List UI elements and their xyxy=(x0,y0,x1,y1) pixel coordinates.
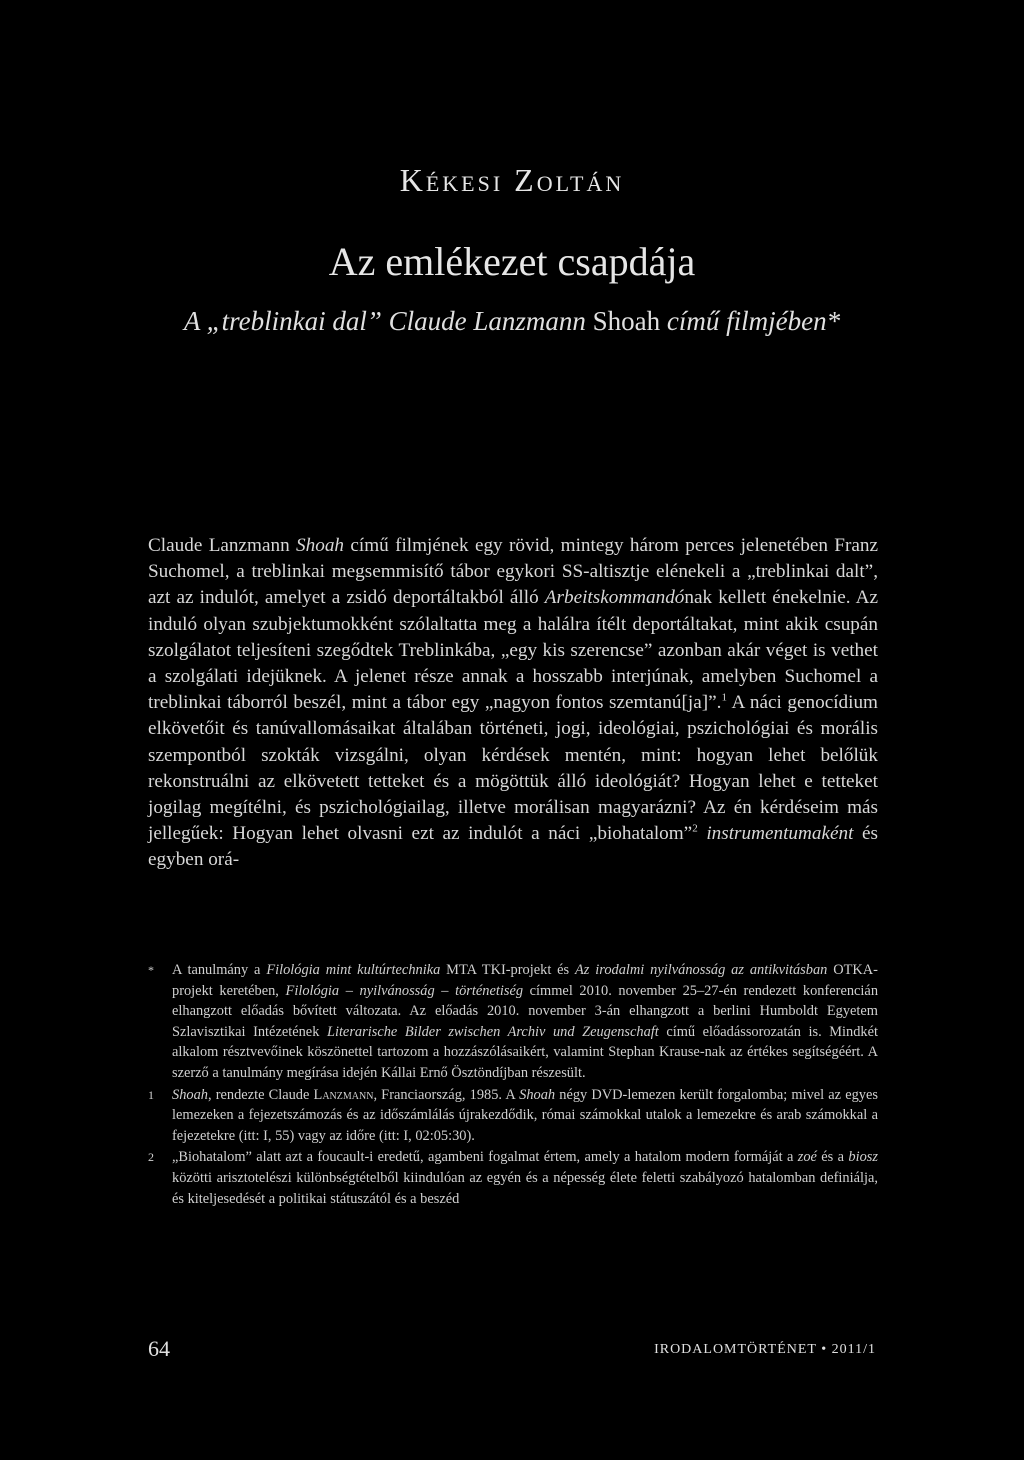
journal-name: IRODALOMTÖRTÉNET • 2011/1 xyxy=(654,1342,876,1357)
footnote-italic: Literarische Bilder zwischen Archiv und Zeugenschaft xyxy=(326,1023,659,1040)
footnote-ref-2[interactable]: 2 xyxy=(692,822,698,835)
body-text-run: A náci genocídium elkövetőit és tanúvallomásaikat általában történeti, jogi, ideológiai, pszichológiai és morális szempontból szokták vizsgálni, olyan kérdések mentén, mint: hogyan lehet belőlük rekonstruálni az elkövetett tetteket és a mögöttük álló ideológiát? Hogyan lehet e tetteket jogilag megítélni, és pszichológiailag, illetve morálisan magyarázni? Az én kérdéseim más jellegűek: Hogyan lehet olvasni ezt az indulót a náci „biohatalom” xyxy=(148,692,878,845)
article-title: Az emlékezet csapdája xyxy=(328,239,696,284)
body-paragraph xyxy=(148,533,878,874)
footnote-marker: 1 xyxy=(148,1087,154,1102)
footnote-text: A tanulmány a xyxy=(172,962,267,978)
body-text-run: nak kellett énekelnie. Az induló olyan szubjektumokként szólaltatta meg a halálra ítélt deportáltakat, mint akik csupán szolgálatot teljesíteni szegődtek Treblinkába, „egy kis szerencse” azonban akár véget is vethet a szolgálati idejüknek. A jelenet része annak a hosszabb interjúnak, amelyben Suchomel a treblinkai táborról beszél, mint a tábor egy „nagyon fontos szemtanú[ja]”. xyxy=(148,587,879,714)
page-number: 64 xyxy=(148,1336,170,1361)
footnote-text: OTKA-projekt keretében, xyxy=(172,962,878,999)
footnote-2 xyxy=(148,1147,878,1209)
footnote-star xyxy=(148,960,878,1084)
author-name: Kékesi Zoltán xyxy=(399,162,625,198)
footnote-italic: Filológia – nyilvánosság – történetiség xyxy=(285,982,524,999)
footnotes xyxy=(148,960,878,1210)
footnote-text: , rendezte Claude xyxy=(207,1086,314,1103)
footnote-smallcaps-name: Lanzmann xyxy=(313,1086,374,1103)
subtitle-film-title: Shoah xyxy=(592,306,661,336)
body-italic-film: Shoah xyxy=(296,535,344,556)
footnote-marker: * xyxy=(148,963,154,977)
footnote-text: címmel 2010. november 25–27-én rendezett konferencián elhangzott előadás bővített változata. Az előadás 2010. november 3-án elhangzott a berlini Humboldt Egyetem Szlavisztikai Intézetének xyxy=(172,982,879,1040)
body-text-run: Claude Lanzmann xyxy=(148,535,297,556)
body-text-run: és egyben orá- xyxy=(148,823,878,871)
body-italic-term: instrumentumaként xyxy=(697,823,854,845)
footnote-text: „Biohatalom” alatt azt a foucault-i eredetű, agambeni fogalmat értem, amely a hatalom modern formáját a xyxy=(172,1149,798,1166)
footnote-text: című előadássorozatán is. Mindkét alkalom résztvevőinek köszönettel tartozom a hozzászólásaikért, valamint Stephan Krause-nak az értékes segítségéért. A szerző a tanulmány megírása idején Kállai Ernő Ösztöndíjban részesült. xyxy=(172,1023,878,1081)
footnote-marker: 2 xyxy=(148,1150,154,1165)
footnote-italic: Filológia mint kultúrtechnika xyxy=(266,962,441,978)
article-subtitle xyxy=(0,306,1024,337)
footnote-text: négy DVD-lemezen került forgalomba; mivel az egyes lemezeken a fejezetszámozás és az időszámlálás újrakezdődik, római számokkal utalok a lemezekre és arab számokkal a fejezetekre (itt: I, 55) vagy az időre (itt: I, 02:05:30). xyxy=(172,1086,878,1144)
footnote-ref-1[interactable]: 1 xyxy=(721,691,727,704)
body-italic-term: Arbeitskommandó xyxy=(544,587,685,609)
footnote-italic: Shoah xyxy=(519,1086,556,1103)
footnote-text: és a xyxy=(816,1149,849,1166)
footnote-text: , Franciaország, 1985. A xyxy=(373,1086,520,1103)
footnote-text: MTA TKI-projekt és xyxy=(440,962,576,978)
footnote-italic: Az irodalmi nyilvánosság az antikvitásban xyxy=(575,962,828,978)
footnote-italic: biosz xyxy=(848,1149,879,1166)
subtitle-italic-part: A „treblinkai dal” Claude Lanzmann xyxy=(183,306,593,336)
body-text-run: című filmjének egy rövid, mintegy három perces jelenetében Franz Suchomel, a treblinkai megsemmisítő tábor egykori SS-altisztje elénekeli a „treblinkai dalt”, azt az indulót, amelyet a zsidó deportáltakból álló xyxy=(148,535,878,609)
footnote-text: közötti arisztotelészi különbségtételből kiindulóan az egyén és a népesség élete feletti szabályozó hatalomban definiálja, és kiteljesedését a politikai státuszától és a beszéd xyxy=(172,1169,878,1207)
footnote-1 xyxy=(148,1085,878,1147)
footnote-italic: Shoah xyxy=(172,1086,208,1103)
footnote-italic: zoé xyxy=(797,1149,817,1166)
subtitle-italic-end: című filmjében* xyxy=(660,306,841,336)
